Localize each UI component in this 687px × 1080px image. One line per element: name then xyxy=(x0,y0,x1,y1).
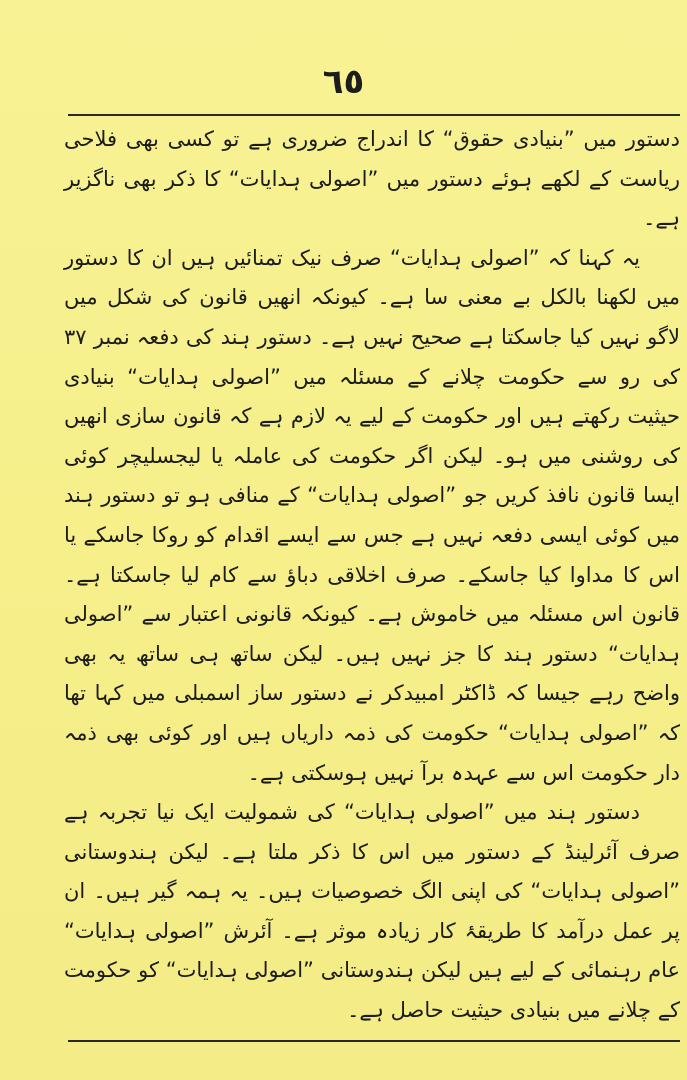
page-number: ٦٥ xyxy=(322,62,365,102)
header-divider xyxy=(68,114,680,116)
paragraph-2: یہ کہنا کہ ”اصولی ہدایات“ صرف نیک تمنائیں ہیں ان کا دستور میں لکھنا بالکل بے معنی سا ہے۔ کیونکہ انھیں قانون کی شکل میں لاگو نہیں کیا جاسکتا ہے صحیح نہیں ہے۔ دستور ہند کی دفعہ نمبر ۳۷ کی رو سے حکومت چلانے کے مسئلہ میں ”اصولی ہدایات“ بنیادی حیثیت رکھتے ہیں اور حکومت کے لیے یہ لازم ہے کہ قانون سازی انھیں کی روشنی میں ہو۔ لیکن اگر حکومت کی عاملہ یا لیجسلیچر کوئی ایسا قانون نافذ کریں جو ”اصولی ہدایات“ کے منافی ہو تو دستور ہند میں کوئی ایسی دفعہ نہیں ہے جس سے ایسے اقدام کو روکا جاسکے یا اس کا مداوا کیا جاسکے۔ صرف اخلاقی دباؤ سے کام لیا جاسکتا ہے۔ قانون اس مسئلہ میں خاموش ہے۔ کیونکہ قانونی اعتبار سے ”اصولی ہدایات“ دستور ہند کا جز نہیں ہیں۔ لیکن ساتھ ہی ساتھ یہ بھی واضح رہے جیسا کہ ڈاکٹر امبیدکر نے دستور ساز اسمبلی میں کہا تھا کہ ”اصولی ہدایات“ حکومت کی ذمہ داریاں ہیں اور کوئی بھی ذمہ دار حکومت اس سے عہدہ برآ نہیں ہوسکتی ہے۔ xyxy=(64,245,680,785)
footer-divider xyxy=(68,1040,680,1042)
page-body xyxy=(64,120,680,1031)
paragraph-3: دستور ہند میں ”اصولی ہدایات“ کی شمولیت ایک نیا تجربہ ہے صرف آئرلینڈ کے دستور میں اس کا ذکر ملتا ہے۔ لیکن ہندوستانی ”اصولی ہدایات“ کی اپنی الگ خصوصیات ہیں۔ یہ ہمہ گیر ہیں۔ ان پر عمل درآمد کا طریقۂ کار زیادہ موثر ہے۔ آئرش ”اصولی ہدایات“ عام رہنمائی کے لیے ہیں لیکن ہندوستانی ”اصولی ہدایات“ کو حکومت کے چلانے میں بنیادی حیثیت حاصل ہے۔ xyxy=(64,800,680,1023)
paragraph-1: دستور میں ”بنیادی حقوق“ کا اندراج ضروری ہے تو کسی بھی فلاحی ریاست کے لکھے ہوئے دستور میں ”اصولی ہدایات“ کا ذکر بھی ناگزیر ہے۔ xyxy=(64,127,680,231)
